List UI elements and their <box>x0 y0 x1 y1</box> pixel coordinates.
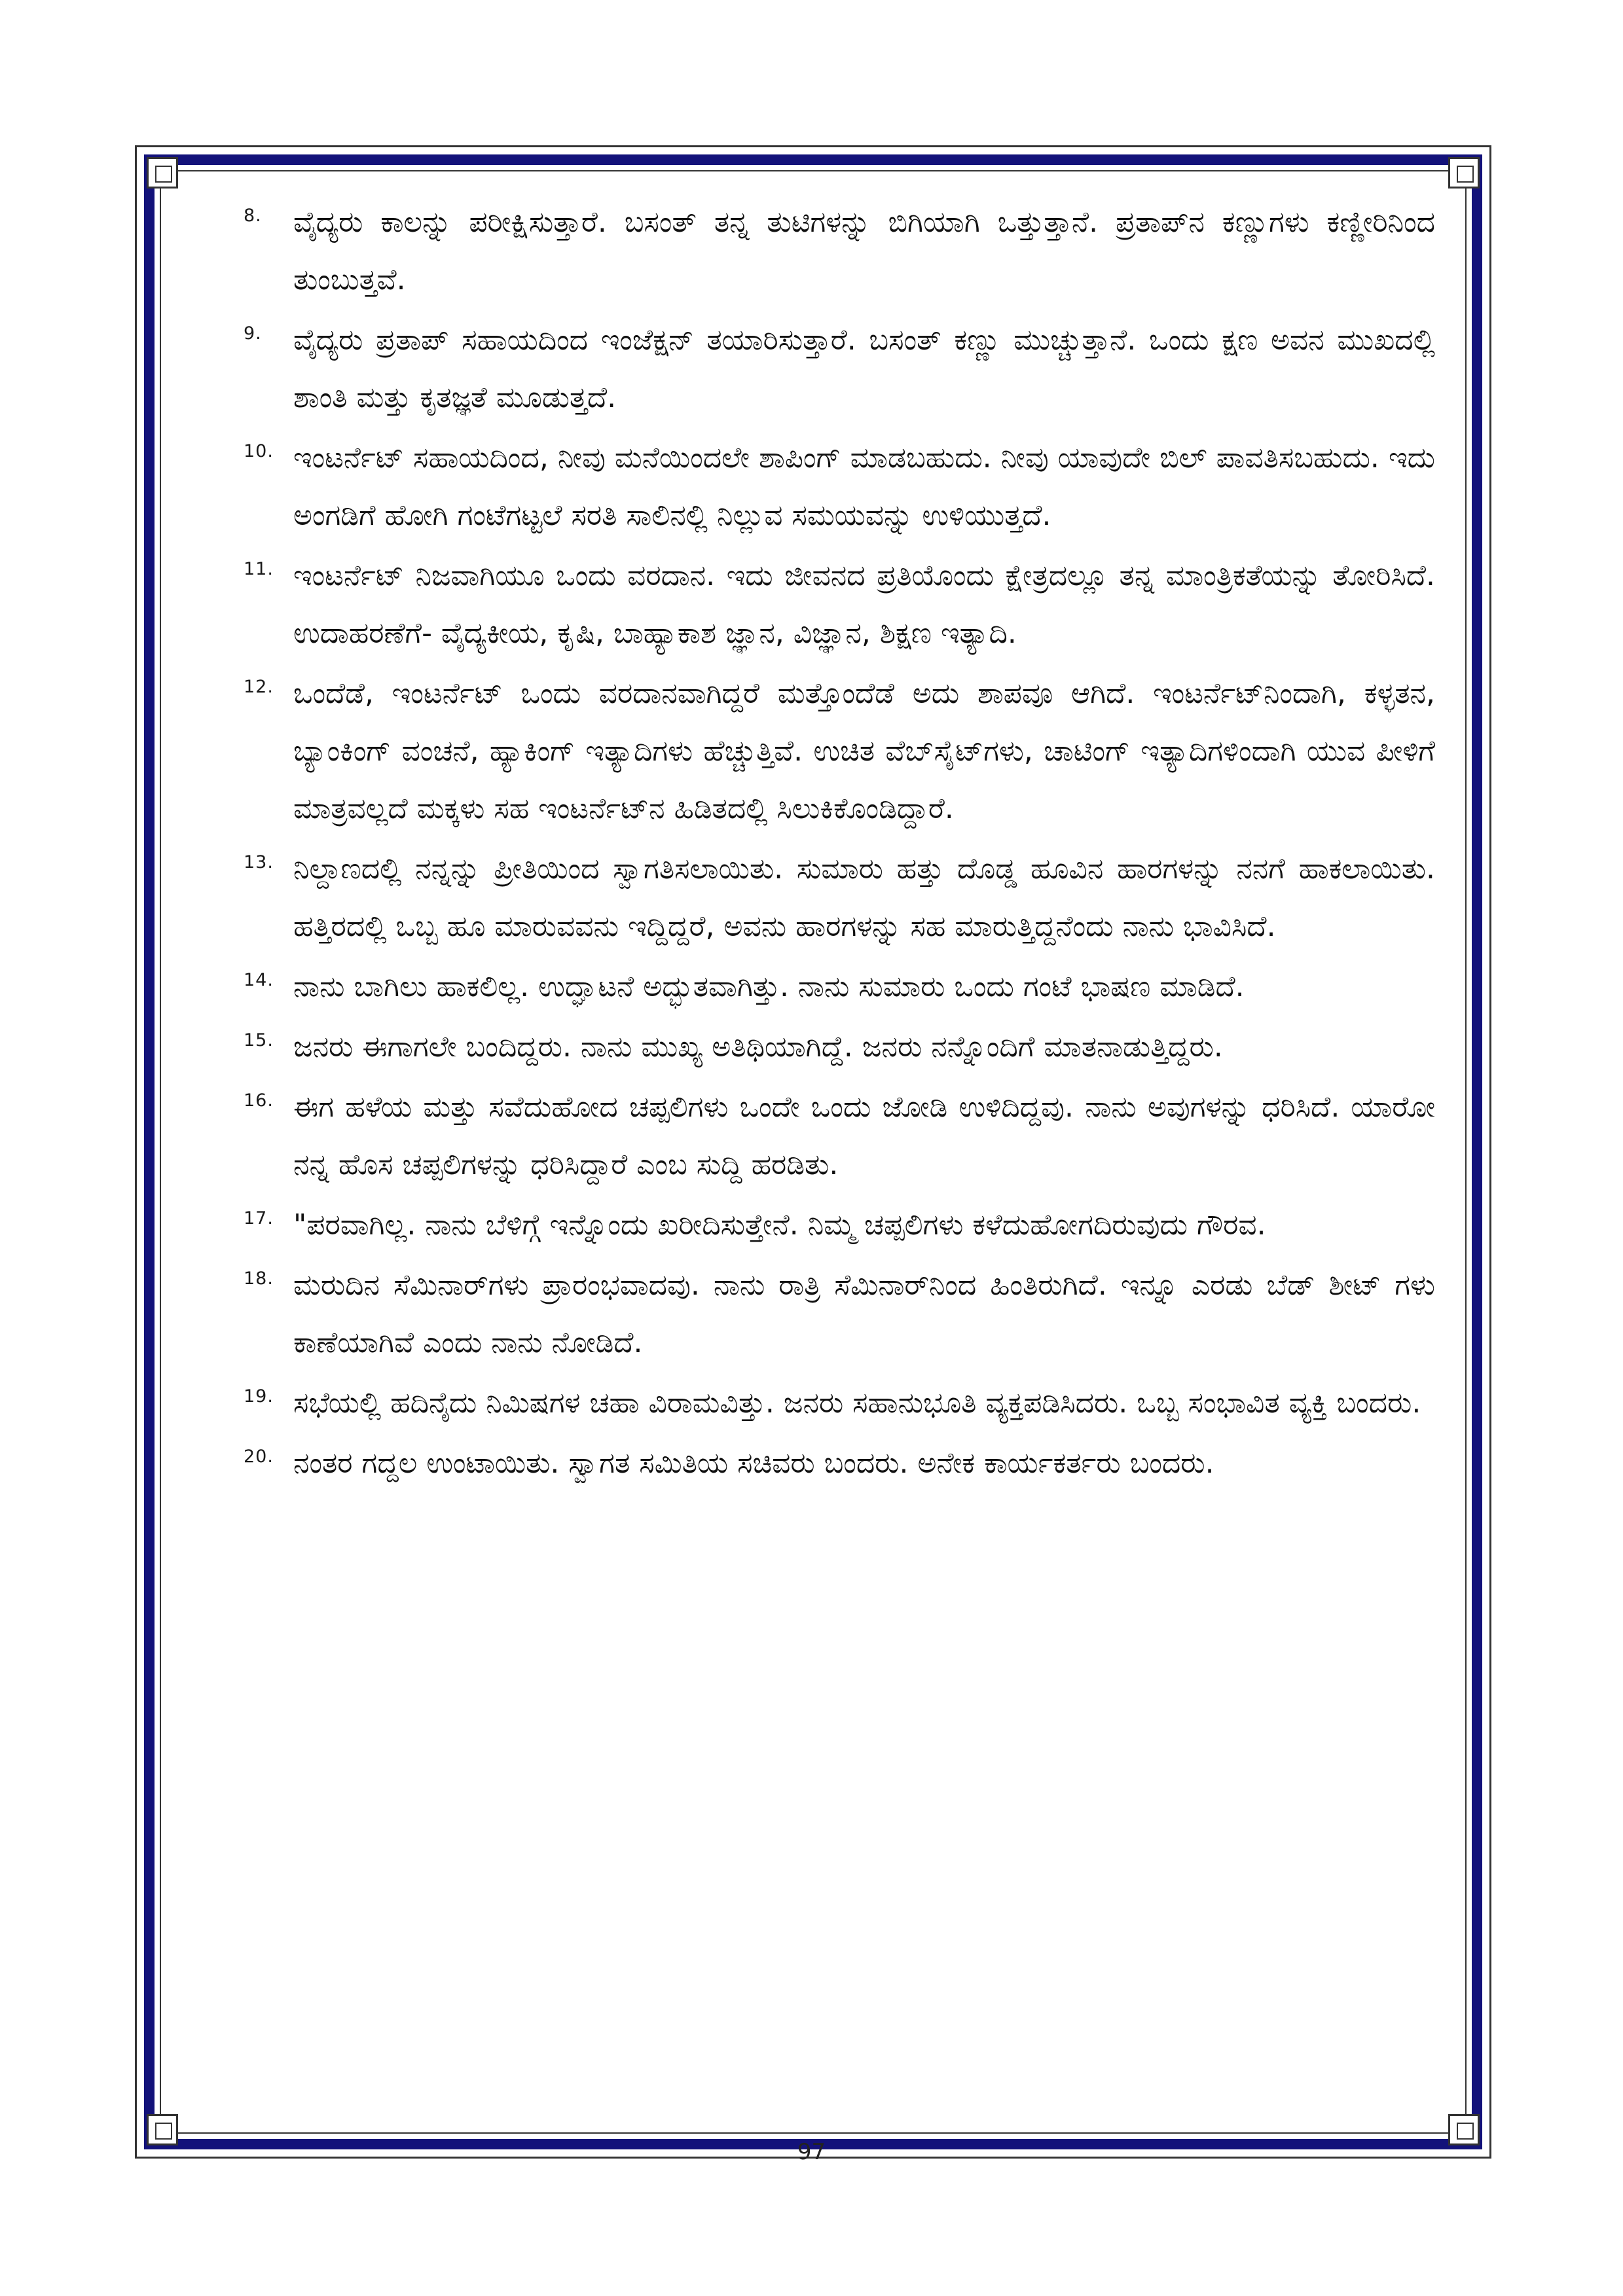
item-number: 14. <box>244 970 274 990</box>
list-item <box>244 1435 1435 1492</box>
item-text: ವೈದ್ಯರು ಕಾಲನ್ನು ಪರೀಕ್ಷಿಸುತ್ತಾರೆ. ಬಸಂತ್ ತನ್ನ ತುಟಿಗಳನ್ನು ಬಿಗಿಯಾಗಿ ಒತ್ತುತ್ತಾನೆ. ಪ್ರತಾಪ್‌ನ ಕಣ್ಣುಗಳು ಕಣ್ಣೀರಿನಿಂದ ತುಂಬುತ್ತವೆ. <box>293 206 1435 296</box>
list-item <box>244 1257 1435 1372</box>
item-text: ನಾನು ಬಾಗಿಲು ಹಾಕಲಿಲ್ಲ. ಉದ್ಘಾಟನೆ ಅದ್ಭುತವಾಗಿತ್ತು. ನಾನು ಸುಮಾರು ಒಂದು ಗಂಟೆ ಭಾಷಣ ಮಾಡಿದೆ. <box>293 970 1245 1003</box>
numbered-list <box>244 194 1435 1495</box>
list-item <box>244 665 1435 838</box>
list-item <box>244 1196 1435 1254</box>
border-corner-ornament <box>147 157 178 188</box>
item-number: 12. <box>244 677 274 697</box>
item-number: 15. <box>244 1030 274 1050</box>
list-item <box>244 429 1435 545</box>
item-text: ಇಂಟರ್ನೆಟ್ ಸಹಾಯದಿಂದ, ನೀವು ಮನೆಯಿಂದಲೇ ಶಾಪಿಂಗ್ ಮಾಡಬಹುದು. ನೀವು ಯಾವುದೇ ಬಿಲ್ ಪಾವತಿಸಬಹುದು. ಇದು ಅಂಗಡಿಗೆ ಹೋಗಿ ಗಂಟೆಗಟ್ಟಲೆ ಸರತಿ ಸಾಲಿನಲ್ಲಿ ನಿಲ್ಲುವ ಸಮಯವನ್ನು ಉಳಿಯುತ್ತದೆ. <box>293 441 1435 532</box>
item-text: ಸಭೆಯಲ್ಲಿ ಹದಿನೈದು ನಿಮಿಷಗಳ ಚಹಾ ವಿರಾಮವಿತ್ತು. ಜನರು ಸಹಾನುಭೂತಿ ವ್ಯಕ್ತಪಡಿಸಿದರು. ಒಬ್ಬ ಸಂಭಾವಿತ ವ್ಯಕ್ತಿ ಬಂದರು. <box>293 1386 1421 1420</box>
list-item <box>244 547 1435 662</box>
item-number: 9. <box>244 323 262 344</box>
item-number: 16. <box>244 1090 274 1111</box>
item-number: 18. <box>244 1268 274 1289</box>
list-item <box>244 840 1435 956</box>
item-text: ಇಂಟರ್ನೆಟ್ ನಿಜವಾಗಿಯೂ ಒಂದು ವರದಾನ. ಇದು ಜೀವನದ ಪ್ರತಿಯೊಂದು ಕ್ಷೇತ್ರದಲ್ಲೂ ತನ್ನ ಮಾಂತ್ರಿಕತೆಯನ್ನು ತೋರಿಸಿದೆ. ಉದಾಹರಣೆಗೆ- ವೈದ್ಯಕೀಯ, ಕೃಷಿ, ಬಾಹ್ಯಾಕಾಶ ಜ್ಞಾನ, ವಿಜ್ಞಾನ, ಶಿಕ್ಷಣ ಇತ್ಯಾದಿ. <box>293 559 1435 650</box>
list-item <box>244 1374 1435 1432</box>
item-text: ನಂತರ ಗದ್ದಲ ಉಂಟಾಯಿತು. ಸ್ವಾಗತ ಸಮಿತಿಯ ಸಚಿವರು ಬಂದರು. ಅನೇಕ ಕಾರ್ಯಕರ್ತರು ಬಂದರು. <box>293 1446 1214 1480</box>
list-item <box>244 1079 1435 1194</box>
item-number: 11. <box>244 559 274 579</box>
item-text: ಮರುದಿನ ಸೆಮಿನಾರ್‌ಗಳು ಪ್ರಾರಂಭವಾದವು. ನಾನು ರಾತ್ರಿ ಸೆಮಿನಾರ್‌ನಿಂದ ಹಿಂತಿರುಗಿದೆ. ಇನ್ನೂ ಎರಡು ಬೆಡ್ ಶೀಟ್ ಗಳು ಕಾಣೆಯಾಗಿವೆ ಎಂದು ನಾನು ನೋಡಿದೆ. <box>293 1268 1435 1359</box>
item-number: 19. <box>244 1386 274 1407</box>
item-text: ಒಂದೆಡೆ, ಇಂಟರ್ನೆಟ್ ಒಂದು ವರದಾನವಾಗಿದ್ದರೆ ಮತ್ತೊಂದೆಡೆ ಅದು ಶಾಪವೂ ಆಗಿದೆ. ಇಂಟರ್ನೆಟ್‌ನಿಂದಾಗಿ, ಕಳ್ಳತನ, ಬ್ಯಾಂಕಿಂಗ್ ವಂಚನೆ, ಹ್ಯಾಕಿಂಗ್ ಇತ್ಯಾದಿಗಳು ಹೆಚ್ಚುತ್ತಿವೆ. ಉಚಿತ ವೆಬ್‌ಸೈಟ್‌ಗಳು, ಚಾಟಿಂಗ್ ಇತ್ಯಾದಿಗಳಿಂದಾಗಿ ಯುವ ಪೀಳಿಗೆ ಮಾತ್ರವಲ್ಲದೆ ಮಕ್ಕಳು ಸಹ ಇಂಟರ್ನೆಟ್‌ನ ಹಿಡಿತದಲ್ಲಿ ಸಿಲುಕಿಕೊಂಡಿದ್ದಾರೆ. <box>293 677 1435 825</box>
list-item <box>244 312 1435 427</box>
item-number: 17. <box>244 1208 274 1229</box>
item-number: 20. <box>244 1446 274 1467</box>
item-text: ಈಗ ಹಳೆಯ ಮತ್ತು ಸವೆದುಹೋದ ಚಪ್ಪಲಿಗಳು ಒಂದೇ ಒಂದು ಜೋಡಿ ಉಳಿದಿದ್ದವು. ನಾನು ಅವುಗಳನ್ನು ಧರಿಸಿದೆ. ಯಾರೋ ನನ್ನ ಹೊಸ ಚಪ್ಪಲಿಗಳನ್ನು ಧರಿಸಿದ್ದಾರೆ ಎಂಬ ಸುದ್ದಿ ಹರಡಿತು. <box>293 1090 1435 1181</box>
page-number: 97 <box>797 2139 826 2165</box>
item-text: "ಪರವಾಗಿಲ್ಲ. ನಾನು ಬೆಳಿಗ್ಗೆ ಇನ್ನೊಂದು ಖರೀದಿಸುತ್ತೇನೆ. ನಿಮ್ಮ ಚಪ್ಪಲಿಗಳು ಕಳೆದುಹೋಗದಿರುವುದು ಗೌರವ. <box>293 1208 1266 1242</box>
item-number: 13. <box>244 852 274 872</box>
item-text: ನಿಲ್ದಾಣದಲ್ಲಿ ನನ್ನನ್ನು ಪ್ರೀತಿಯಿಂದ ಸ್ವಾಗತಿಸಲಾಯಿತು. ಸುಮಾರು ಹತ್ತು ದೊಡ್ಡ ಹೂವಿನ ಹಾರಗಳನ್ನು ನನಗೆ ಹಾಕಲಾಯಿತು. ಹತ್ತಿರದಲ್ಲಿ ಒಬ್ಬ ಹೂ ಮಾರುವವನು ಇದ್ದಿದ್ದರೆ, ಅವನು ಹಾರಗಳನ್ನು ಸಹ ಮಾರುತ್ತಿದ್ದನೆಂದು ನಾನು ಭಾವಿಸಿದೆ. <box>293 852 1435 943</box>
list-item <box>244 958 1435 1016</box>
list-item <box>244 1018 1435 1076</box>
item-text: ವೈದ್ಯರು ಪ್ರತಾಪ್ ಸಹಾಯದಿಂದ ಇಂಜೆಕ್ಷನ್ ತಯಾರಿಸುತ್ತಾರೆ. ಬಸಂತ್ ಕಣ್ಣು ಮುಚ್ಚುತ್ತಾನೆ. ಒಂದು ಕ್ಷಣ ಅವನ ಮುಖದಲ್ಲಿ ಶಾಂತಿ ಮತ್ತು ಕೃತಜ್ಞತೆ ಮೂಡುತ್ತದೆ. <box>293 323 1435 414</box>
border-corner-ornament <box>1448 157 1480 188</box>
list-item <box>244 194 1435 309</box>
item-number: 8. <box>244 206 262 226</box>
item-number: 10. <box>244 441 274 461</box>
item-text: ಜನರು ಈಗಾಗಲೇ ಬಂದಿದ್ದರು. ನಾನು ಮುಖ್ಯ ಅತಿಥಿಯಾಗಿದ್ದೆ. ಜನರು ನನ್ನೊಂದಿಗೆ ಮಾತನಾಡುತ್ತಿದ್ದರು. <box>293 1030 1223 1064</box>
